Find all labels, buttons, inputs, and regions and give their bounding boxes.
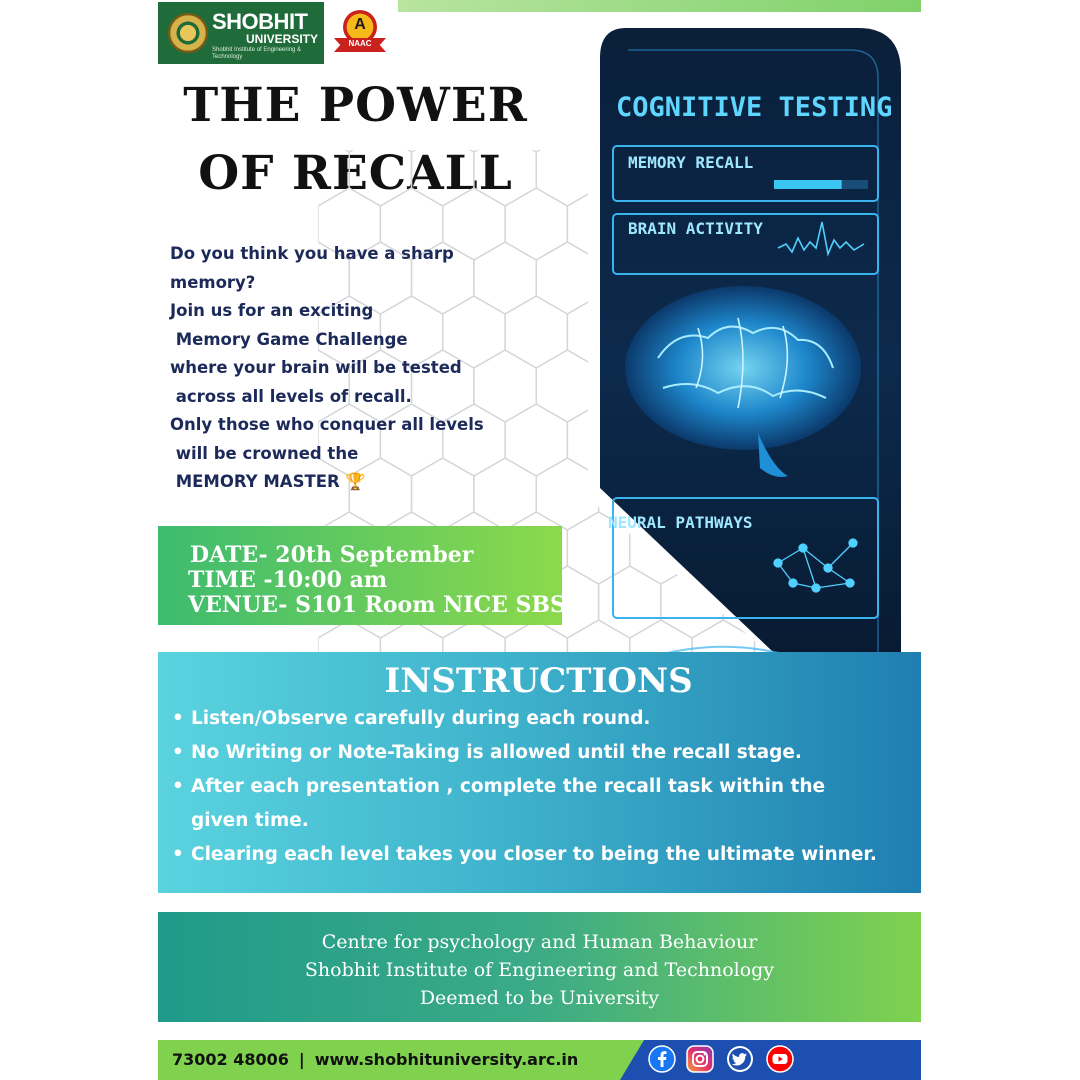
intro-line: across all levels of recall.: [170, 386, 412, 406]
organizer-footer: [158, 912, 921, 1022]
instruction-item: • After each presentation , complete the recall task within the: [172, 770, 921, 804]
intro-text: [170, 240, 530, 497]
organizer-line-2: Shobhit Institute of Engineering and Technology: [304, 959, 775, 981]
brain-heading: COGNITIVE TESTING: [616, 92, 893, 123]
instruction-item: • Clearing each level takes you closer to being the ultimate winner.: [172, 838, 921, 872]
naac-badge: [334, 10, 386, 58]
top-stripe: [398, 0, 921, 12]
website-link[interactable]: www.shobhituniversity.arc.in: [314, 1050, 579, 1069]
instructions-title-text: INSTRUCTIONS: [384, 661, 693, 701]
logo-tagline: Shobhit Institute of Engineering & Technology: [212, 47, 302, 60]
instruction-item-continued: given time.: [191, 810, 309, 831]
phone-number: 73002 48006: [172, 1050, 289, 1069]
hexagon-shape: [349, 150, 411, 206]
organizer-line-1: Centre for psychology and Human Behaviour: [321, 931, 758, 953]
brain-activity-label: BRAIN ACTIVITY: [628, 219, 763, 238]
intro-line: MEMORY MASTER 🏆: [170, 472, 366, 491]
contact-bar: [158, 1040, 921, 1080]
hexagon-shape: [474, 150, 536, 206]
instagram-icon[interactable]: [686, 1045, 714, 1073]
logo-name: SHOBHIT: [212, 9, 308, 34]
intro-line: will be crowned the: [170, 443, 359, 463]
instructions-list: [172, 702, 921, 872]
intro-line: Join us for an exciting: [170, 301, 374, 320]
intro-line: where your brain will be tested: [170, 358, 462, 377]
intro-line: Memory Game Challenge: [170, 329, 408, 349]
event-date: DATE- 20th September: [190, 542, 474, 568]
instruction-item: • No Writing or Note-Taking is allowed until the recall stage.: [172, 736, 921, 770]
instruction-item: • Listen/Observe carefully during each round.: [172, 702, 921, 736]
twitter-icon[interactable]: [726, 1045, 754, 1073]
event-venue: VENUE- S101 Room NICE SBS: [188, 592, 566, 618]
naac-label: NAAC: [348, 39, 372, 48]
brain-illustration: [588, 28, 901, 704]
intro-line: memory?: [170, 272, 256, 292]
instructions-section: [158, 652, 921, 893]
title-line-1: THE POWER: [183, 78, 528, 133]
intro-line: Do you think you have a sharp: [170, 244, 454, 263]
contact-info: [172, 1046, 578, 1074]
hexagon-shape: [412, 150, 474, 206]
university-seal-icon: [168, 13, 208, 53]
youtube-icon[interactable]: [766, 1045, 794, 1073]
facebook-icon[interactable]: [648, 1045, 676, 1073]
title-line-2: OF RECALL: [198, 146, 513, 201]
event-poster: [158, 0, 921, 1080]
logo-sub: UNIVERSITY: [246, 32, 319, 46]
naac-grade: A: [354, 16, 366, 33]
intro-line: Only those who conquer all levels: [170, 415, 484, 434]
organizer-line-3: Deemed to be University: [419, 987, 660, 1009]
event-details: [158, 526, 566, 625]
neural-pathways-label: NEURAL PATHWAYS: [608, 513, 753, 532]
university-logo: [158, 2, 398, 64]
memory-recall-label: MEMORY RECALL: [628, 153, 754, 172]
event-time: TIME -10:00 am: [188, 567, 388, 593]
instructions-title: [158, 658, 921, 704]
logo-background: [158, 2, 324, 64]
contact-separator: |: [298, 1050, 305, 1069]
